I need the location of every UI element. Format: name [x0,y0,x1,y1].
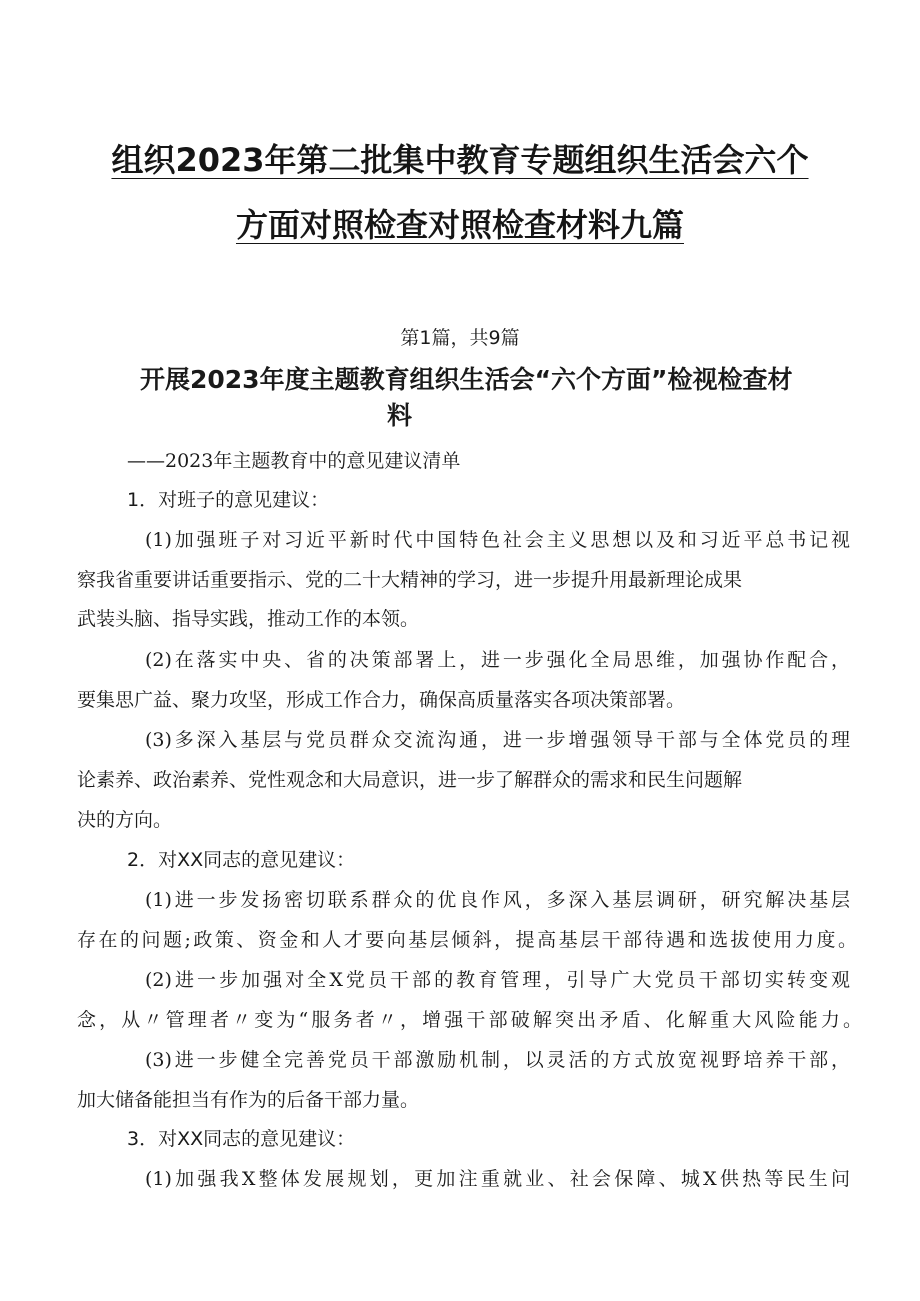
section-3-heading: 3．对XX同志的意见建议： [127,1128,356,1150]
section-1-item-2-line-1: (2)在落实中央、省的决策部署上，进一步强化全局思维，加强协作配合， [145,649,850,671]
section-1-heading: 1．对班子的意见建议： [127,489,330,511]
section-2-item-3-line-1: (3)进一步健全完善党员干部激励机制，以灵活的方式放宽视野培养干部， [145,1049,850,1071]
section-2-item-2-line-1: (2)进一步加强对全X党员干部的教育管理，引导广大党员干部切实转变观 [145,969,850,991]
article-count: 第1篇，共9篇 [400,327,520,349]
section-2-item-3-line-2: 加大储备能担当有作为的后备干部力量。 [77,1089,420,1111]
article-title-line-2: 料 [387,401,413,430]
section-1-item-1-line-2: 察我省重要讲话重要指示、党的二十大精神的学习，进一步提升用最新理论成果 [77,569,743,591]
section-1-item-2-line-2: 要集思广益、聚力攻坚，形成工作合力，确保高质量落实各项决策部署。 [77,689,686,711]
section-1-item-3-line-1: (3)多深入基层与党员群众交流沟通，进一步增强领导干部与全体党员的理 [145,729,850,751]
section-2-item-1-line-1: (1)进一步发扬密切联系群众的优良作风，多深入基层调研，研究解决基层 [145,889,850,911]
section-1-item-3-line-2: 论素养、政治素养、党性观念和大局意识，进一步了解群众的需求和民生问题解 [77,769,743,791]
section-2-item-1-line-2: 存在的问题;政策、资金和人才要向基层倾斜，提高基层干部待遇和选拔使用力度。 [77,929,857,951]
section-2-heading: 2．对XX同志的意见建议： [127,849,356,871]
subtitle: ——2023年主题教育中的意见建议清单 [127,450,461,472]
section-2-item-2-line-2: 念，从〃管理者〃变为“服务者〃，增强干部破解突出矛盾、化解重大风险能力。 [77,1009,862,1031]
section-3-item-1-line-1: (1)加强我X整体发展规划，更加注重就业、社会保障、城X供热等民生问 [145,1168,850,1190]
section-1-item-3-line-3: 决的方向。 [77,809,173,831]
main-title-line-1: 组织2023年第二批集中教育专题组织生活会六个 [111,141,809,179]
main-title-line-2: 方面对照检查对照检查材料九篇 [235,206,684,244]
article-title [140,362,860,434]
section-1-item-1-line-1: (1)加强班子对习近平新时代中国特色社会主义思想以及和习近平总书记视 [145,529,850,551]
section-1-item-1-line-3: 武装头脑、指导实践，推动工作的本领。 [77,608,420,630]
article-title-line-1: 开展2023年度主题教育组织生活会“六个方面”检视检查材 [140,365,793,394]
